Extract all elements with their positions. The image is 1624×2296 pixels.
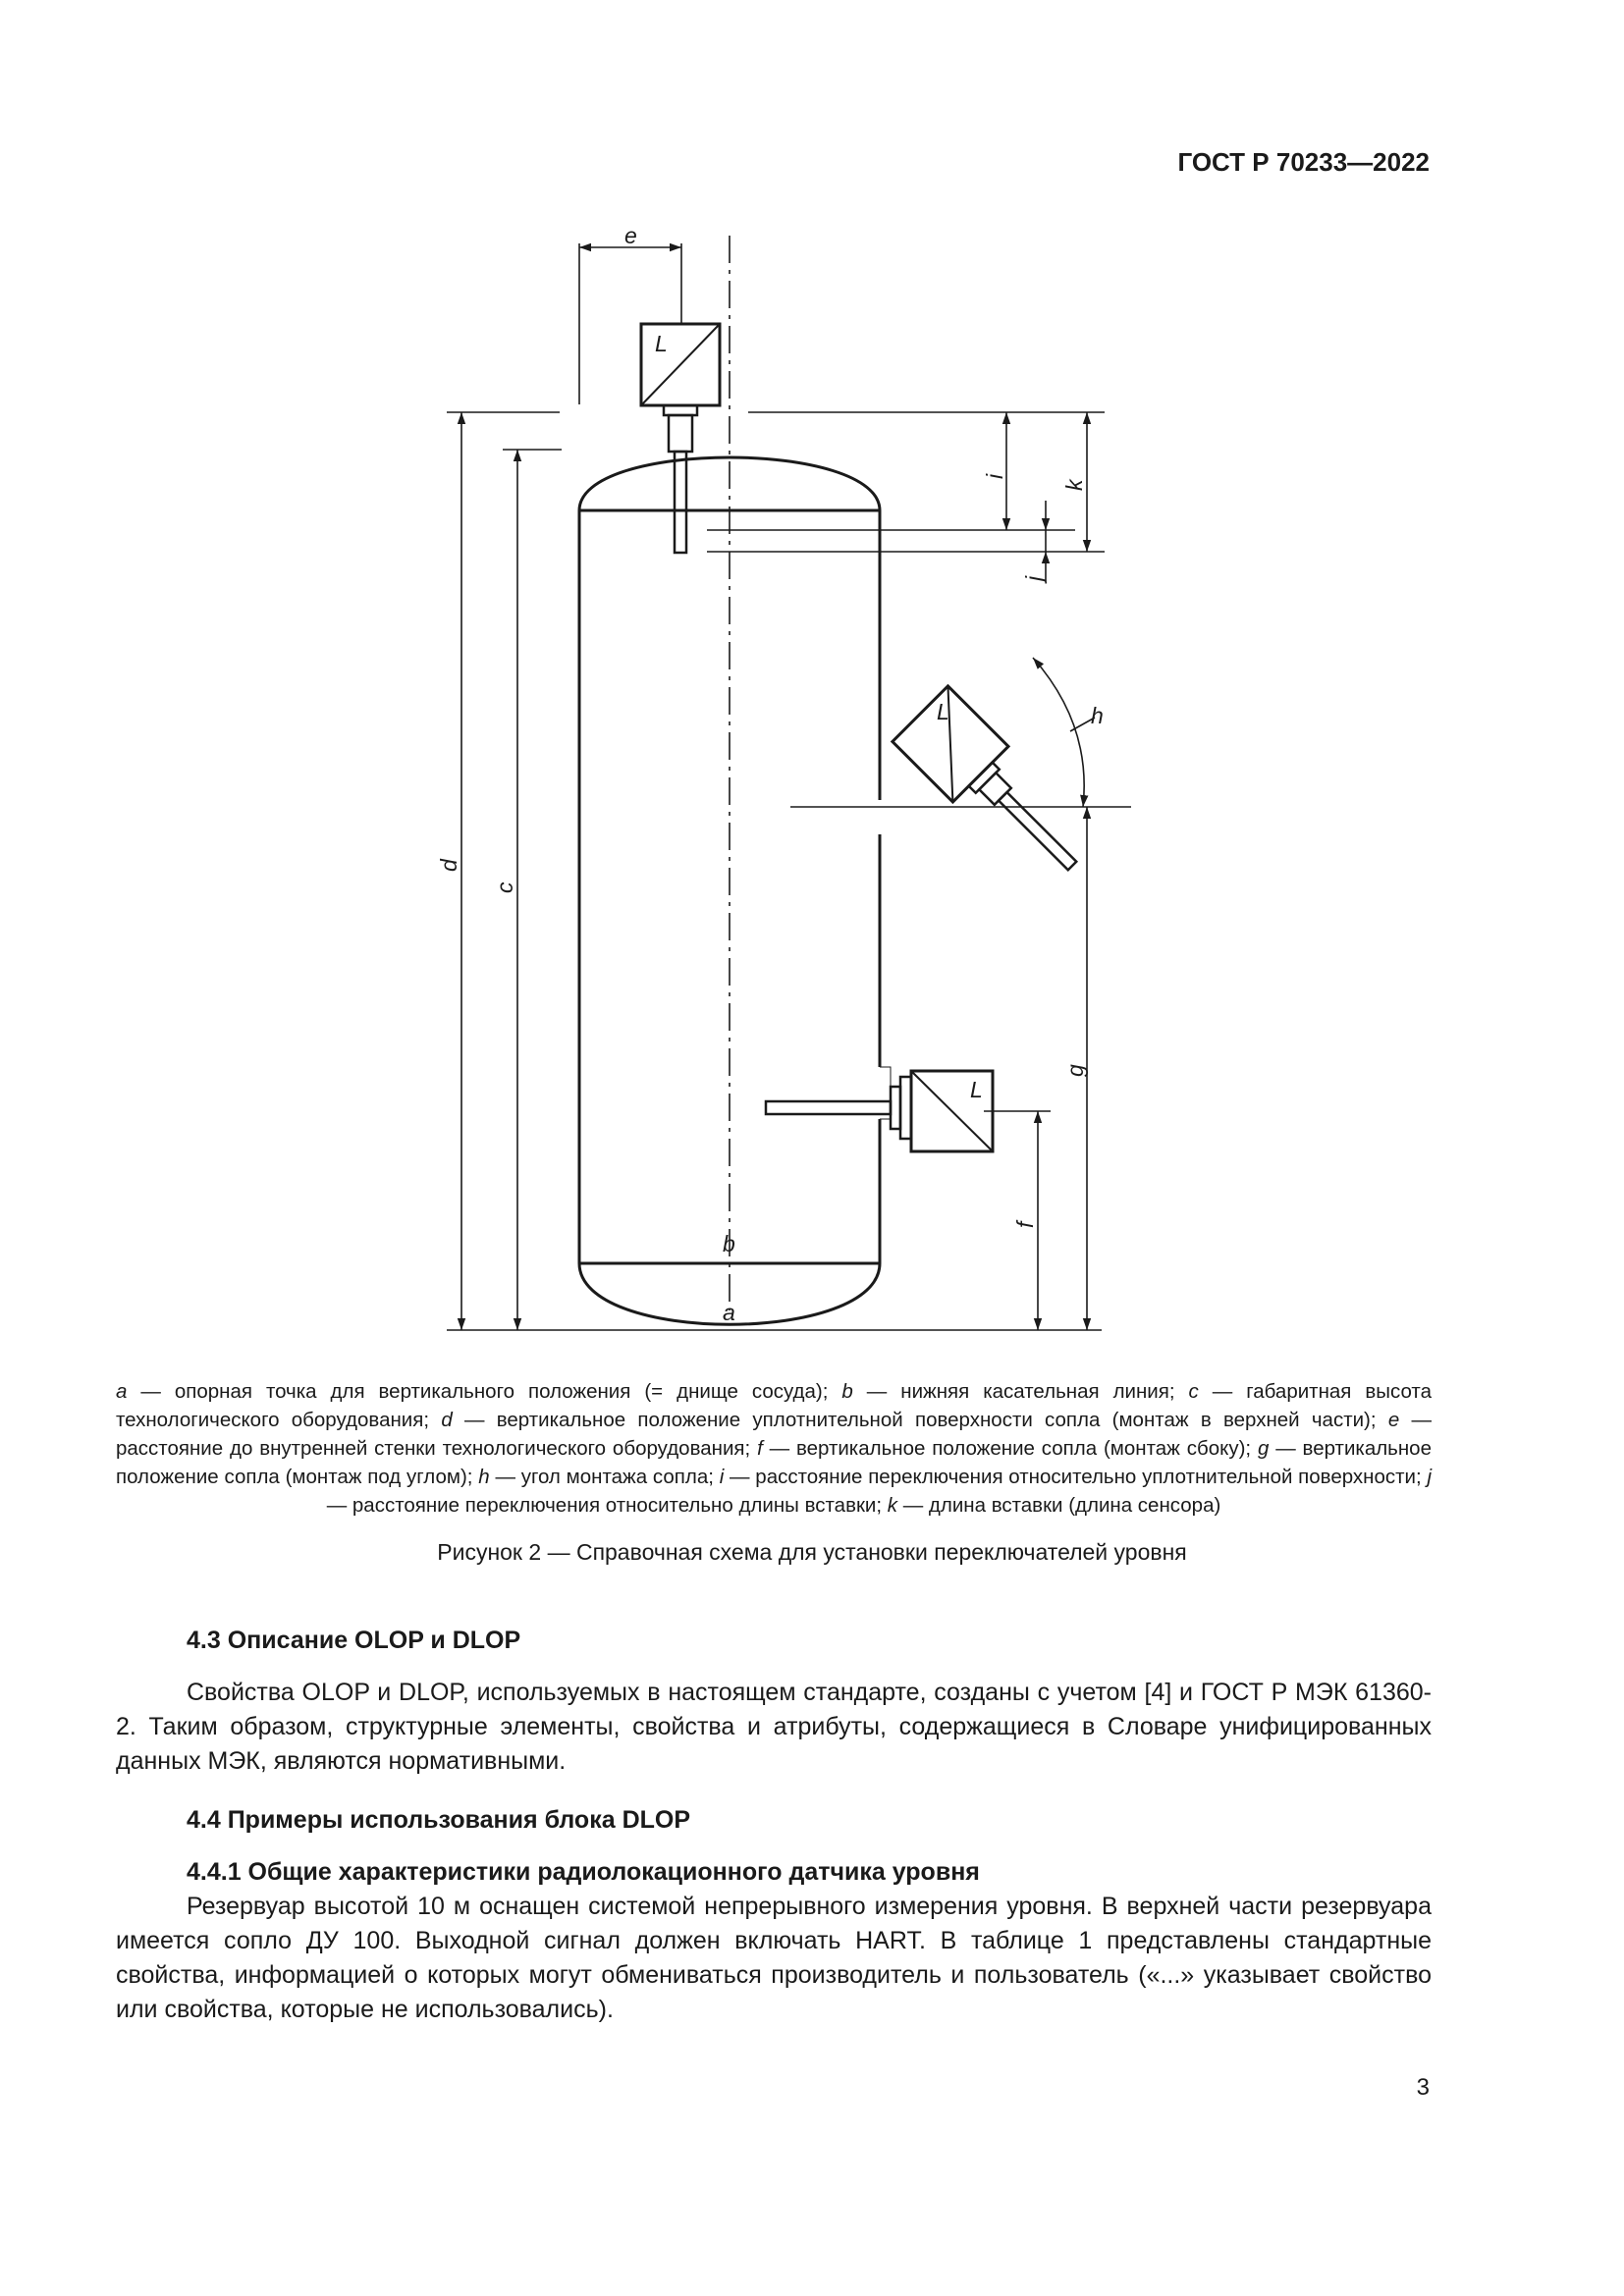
dimension-lines <box>447 243 1131 1330</box>
page-number: 3 <box>1416 2074 1430 2101</box>
legend-key-k: k <box>887 1494 898 1517</box>
legend-key-c: c <box>1188 1380 1199 1403</box>
section-heading-4-4: 4.4 Примеры использования блока DLOP <box>187 1806 691 1834</box>
legend-key-b: b <box>841 1380 853 1403</box>
sensor-top <box>641 324 720 553</box>
dim-label-i: i <box>982 473 1007 479</box>
legend-text-a: — опорная точка для вертикального положения (= днище сосуда); <box>127 1380 842 1403</box>
sensor-angled <box>893 686 1100 893</box>
dim-label-c: c <box>492 881 517 893</box>
dim-label-d: d <box>436 859 461 872</box>
legend-text-h: — угол монтажа сопла; <box>489 1466 720 1488</box>
dim-label-e: e <box>624 223 637 248</box>
legend-text-f: — вертикальное положение сопла (монтаж сбоку); <box>762 1437 1258 1460</box>
dim-label-h: h <box>1091 703 1104 728</box>
legend-text-e: — расстояние до внутренней стенки технологического оборудования; <box>116 1409 1432 1460</box>
legend-key-g: g <box>1257 1437 1270 1460</box>
figure-legend <box>116 1377 1432 1520</box>
dim-label-g: g <box>1062 1064 1088 1077</box>
legend-key-d: d <box>441 1409 453 1431</box>
dim-label-f: f <box>1012 1221 1038 1228</box>
section-heading-4-3: 4.3 Описание OLOP и DLOP <box>187 1627 521 1654</box>
legend-key-i: i <box>719 1466 725 1488</box>
legend-text-c: — габаритная высота технологического оборудования; <box>116 1380 1432 1431</box>
legend-key-f: f <box>757 1437 763 1460</box>
section-body-4-4-1: Резервуар высотой 10 м оснащен системой непрерывного измерения уровня. В верхней части резервуара имеется сопло ДУ 100. Выходной сигнал должен включать HART. В таблице 1 представлены стандартные свойства, информацией о которых могут обмениваться производитель и пользователь («...» указывает свойство или свойства, которые не использовались). <box>116 1893 1432 2023</box>
legend-text-b: — нижняя касательная линия; <box>852 1380 1189 1403</box>
section-body-4-3: Свойства OLOP и DLOP, используемых в настоящем стандарте, созданы с учетом [4] и ГОСТ Р МЭК 61360-2. Таким образом, структурные элементы, свойства и атрибуты, содержащиеся в Словаре унифицированных данных МЭК, являются нормативными. <box>116 1679 1432 1775</box>
sensor-side-label: L <box>970 1077 983 1102</box>
legend-key-e: e <box>1387 1409 1400 1431</box>
sensor-angled-label: L <box>937 699 949 724</box>
legend-key-h: h <box>478 1466 490 1488</box>
document-id: ГОСТ Р 70233—2022 <box>1177 147 1430 177</box>
legend-text-j: — расстояние переключения относительно длины вставки; <box>326 1494 888 1517</box>
legend-text-i: — расстояние переключения относительно уплотнительной поверхности; <box>724 1466 1428 1488</box>
dim-label-j: j <box>1021 575 1047 581</box>
legend-key-j: j <box>1427 1466 1432 1488</box>
dim-label-k: k <box>1061 479 1087 491</box>
legend-text-g: — вертикальное положение сопла (монтаж под углом); <box>116 1437 1432 1488</box>
sensor-top-label: L <box>655 331 668 356</box>
legend-text-d: — вертикальное положение уплотнительной поверхности сопла (монтаж в верхней части); <box>452 1409 1388 1431</box>
legend-key-a: a <box>116 1380 128 1403</box>
legend-text-k: — длина вставки (длина сенсора) <box>897 1494 1221 1517</box>
section-heading-4-4-1: 4.4.1 Общие характеристики радиолокационного датчика уровня <box>187 1858 980 1886</box>
dim-label-a: a <box>723 1300 735 1325</box>
dim-label-b: b <box>723 1231 735 1256</box>
figure-caption: Рисунок 2 — Справочная схема для установки переключателей уровня <box>437 1539 1187 1565</box>
